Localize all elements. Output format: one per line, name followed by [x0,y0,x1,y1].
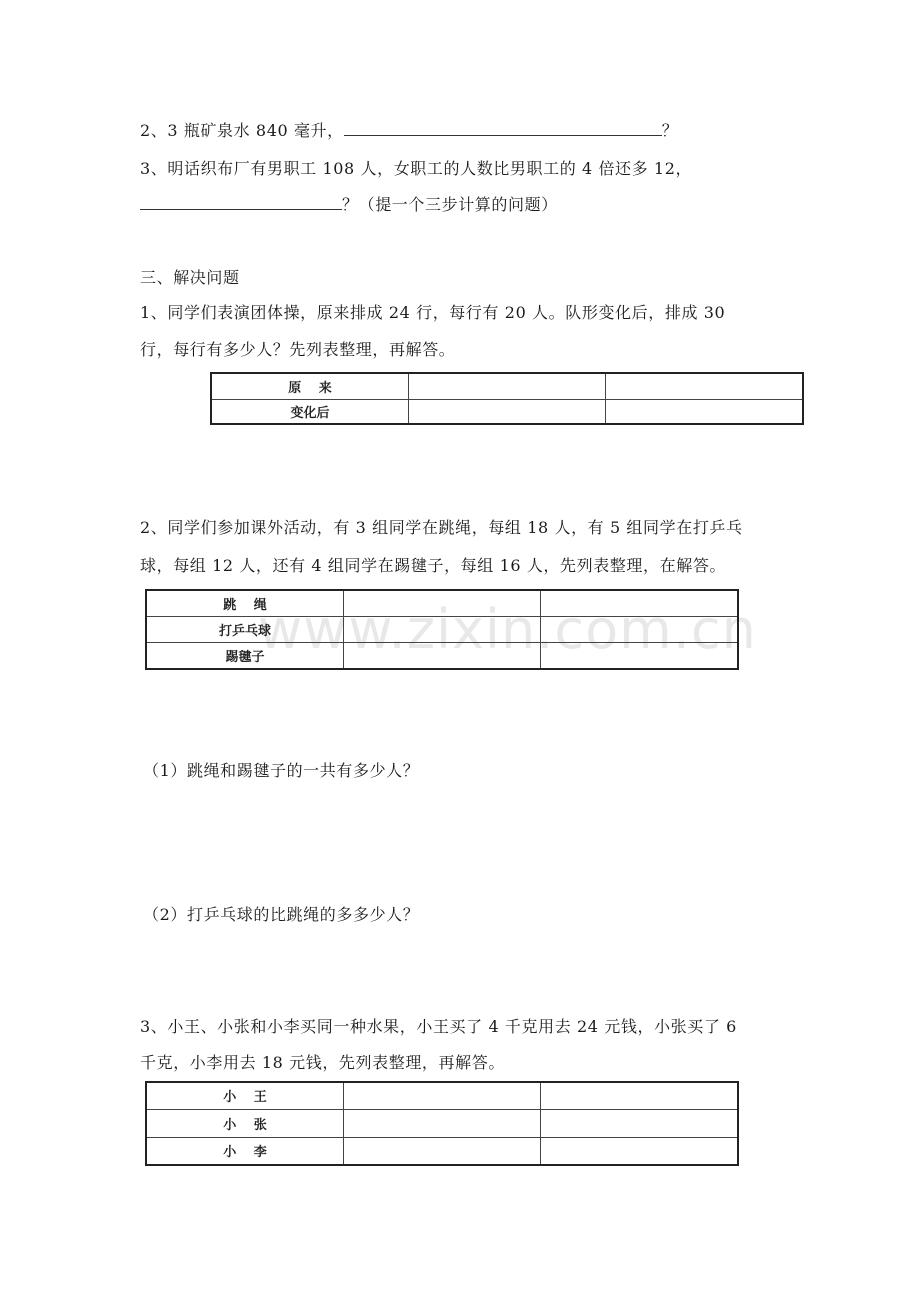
table-cell[interactable] [344,1082,541,1109]
problem2-line1: 2、同学们参加课外活动，有 3 组同学在跳绳，每组 18 人，有 5 组同学在打乒乓 [140,518,743,537]
problem3-line2: 千克，小李用去 18 元钱，先列表整理，再解答。 [140,1053,505,1072]
problem1-table [210,372,804,425]
table-cell[interactable] [606,373,804,399]
table-row-label: 踢毽子 [146,642,344,669]
table-cell[interactable] [409,373,606,399]
table-cell[interactable] [409,399,606,424]
table-row-label: 小 王 [146,1082,344,1109]
fill-item-3-line2 [140,192,558,215]
table-cell[interactable] [541,616,739,642]
table-cell[interactable] [344,590,541,616]
table-row-label: 变化后 [211,399,409,424]
answer-blank[interactable] [140,195,342,210]
table-cell[interactable] [344,642,541,669]
table-cell[interactable] [541,642,739,669]
problem2-question1: （1）跳绳和踢毽子的一共有多少人？ [143,761,420,780]
problem2-line2: 球，每组 12 人，还有 4 组同学在踢毽子，每组 16 人，先列表整理，在解答。 [140,556,727,575]
problem2-question2: （2）打乒乓球的比跳绳的多多少人？ [143,905,420,924]
fill-item-2-end: ？ [661,121,679,140]
table-cell[interactable] [344,1109,541,1137]
table-row-label: 打乒乓球 [146,616,344,642]
table-cell[interactable] [541,1109,739,1137]
fill-item-2-text: 2、3 瓶矿泉水 840 毫升， [140,121,344,140]
table-row-label: 跳 绳 [146,590,344,616]
fill-item-3-end: ？（提一个三步计算的问题） [342,195,558,214]
problem3-line1: 3、小王、小张和小李买同一种水果，小王买了 4 千克用去 24 元钱，小张买了 6 [140,1017,737,1036]
table-cell[interactable] [344,1137,541,1165]
problem1-line2: 行，每行有多少人？先列表整理，再解答。 [140,340,456,359]
fill-item-3-line1: 3、明话织布厂有男职工 108 人，女职工的人数比男职工的 4 倍还多 12， [140,159,693,178]
watermark: www.zixin.com.cn [258,598,757,661]
table-cell[interactable] [606,399,804,424]
section-title: 三、解决问题 [140,268,240,287]
table-cell[interactable] [541,1137,739,1165]
problem1-line1: 1、同学们表演团体操，原来排成 24 行，每行有 20 人。队形变化后，排成 30 [140,303,726,322]
table-row-label: 小 张 [146,1109,344,1137]
table-cell[interactable] [344,616,541,642]
table-cell[interactable] [541,590,739,616]
problem3-table [145,1081,739,1166]
table-row-label: 原 来 [211,373,409,399]
answer-blank[interactable] [344,121,662,136]
fill-item-2 [140,118,678,141]
table-cell[interactable] [541,1082,739,1109]
problem2-table [145,589,739,670]
table-row-label: 小 李 [146,1137,344,1165]
